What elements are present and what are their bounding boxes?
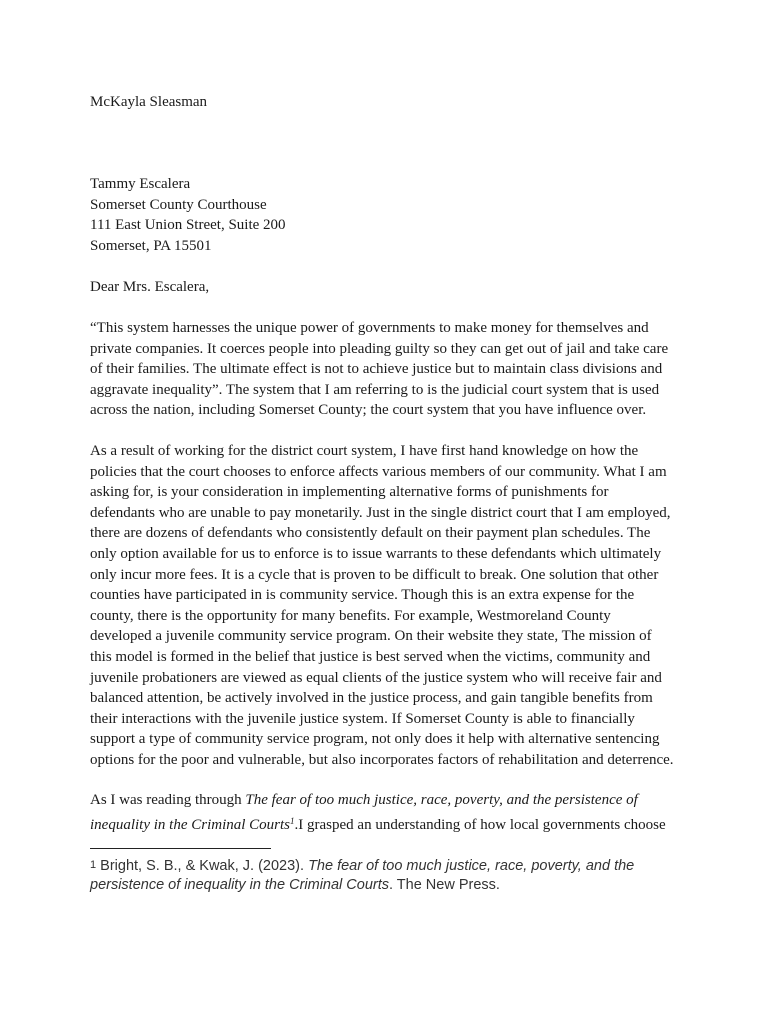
footnote-publisher: . The New Press. [389, 876, 500, 893]
paragraph-text: .I grasped an understanding of how local governments choose [294, 816, 666, 833]
footnote-marker: 1 [90, 859, 97, 871]
paragraph-line: policies that the court chooses to enforce affects various members of our community. What I am [90, 463, 667, 480]
paragraph-line: their interactions with the juvenile justice system. If Somerset County is able to financially [90, 710, 635, 727]
paragraph-line: only option available for us to enforce is to issue warrants to these defendants which ultimately [90, 545, 662, 562]
paragraph-line: across the nation, including Somerset County; the court system that you have influence over. [90, 402, 647, 419]
footnote-authors: Bright, S. B., & Kwak, J. (2023). [96, 858, 309, 874]
salutation-text: Dear Mrs. Escalera, [90, 279, 210, 295]
paragraph-line: counties have participated in is community service. Though this is an extra expense for the [90, 587, 635, 604]
paragraph-3 [90, 790, 690, 835]
footnote-line [90, 876, 690, 895]
footnote-title: persistence of inequality in the Criminal Courts [90, 876, 389, 893]
recipient-city: Somerset, PA 15501 [90, 237, 212, 254]
recipient-street: 111 East Union Street, Suite 200 [90, 217, 286, 234]
paragraph-line: there are dozens of defendants who consistently default on their payment plan schedules. The [90, 525, 651, 542]
paragraph-line: support a type of community service program, not only does it help with alternative sentencing [90, 731, 660, 748]
paragraph-line: defendants who are unable to pay monetarily. Just in the single district court that I am employed, [90, 504, 671, 521]
recipient-address-block [90, 174, 690, 256]
paragraph-line: options for the poor and vulnerable, but also incorporates factors of rehabilitation and deterrence. [90, 751, 674, 768]
paragraph-line: aggravate inequality”. The system that I am referring to is the judicial court system that is used [90, 381, 660, 398]
sender-name: McKayla Sleasman [90, 94, 208, 110]
paragraph-line: private companies. It coerces people into pleading guilty so they can get out of jail and take care [90, 340, 669, 357]
sender-block [90, 92, 690, 113]
footnote-line [90, 856, 690, 876]
paragraph-line: asking for, is your consideration in implementing alternative forms of punishments for [90, 484, 609, 501]
paragraph-1 [90, 318, 690, 421]
paragraph-line: of their families. The ultimate effect is not to achieve justice but to maintain class divisions and [90, 361, 663, 378]
paragraph-line: developed a juvenile community service program. On their website they state, The mission of [90, 628, 652, 645]
footnote [90, 856, 690, 894]
paragraph-line: only incur more fees. It is a cycle that is proven to be difficult to break. One solution that other [90, 566, 659, 583]
salutation [90, 277, 690, 298]
footnote-separator [90, 848, 271, 849]
footnote-title: The fear of too much justice, race, poverty, and the [308, 858, 635, 874]
paragraph-line: balanced attention, be actively involved in the justice process, and gain tangible benefits from [90, 690, 653, 707]
book-title: inequality in the Criminal Courts [90, 816, 291, 833]
paragraph-line: juvenile probationers are viewed as equal clients of the justice system who will receive fair and [90, 669, 662, 686]
recipient-name: Tammy Escalera [90, 176, 191, 192]
paragraph-line [90, 790, 690, 811]
paragraph-line: “This system harnesses the unique power of governments to make money for themselves and [90, 320, 649, 336]
paragraph-line: As a result of working for the district court system, I have first hand knowledge on how the [90, 443, 639, 459]
paragraph-line: county, there is the opportunity for many benefits. For example, Westmoreland County [90, 607, 611, 624]
recipient-organization: Somerset County Courthouse [90, 196, 267, 213]
paragraph-line: this model is formed in the belief that justice is best served when the victims, community and [90, 648, 651, 665]
footnote-reference[interactable]: 1 [290, 815, 295, 826]
paragraph-text: As I was reading through [90, 792, 246, 808]
paragraph-line [90, 811, 690, 836]
book-title: The fear of too much justice, race, poverty, and the persistence of [245, 792, 638, 808]
paragraph-2 [90, 441, 690, 771]
